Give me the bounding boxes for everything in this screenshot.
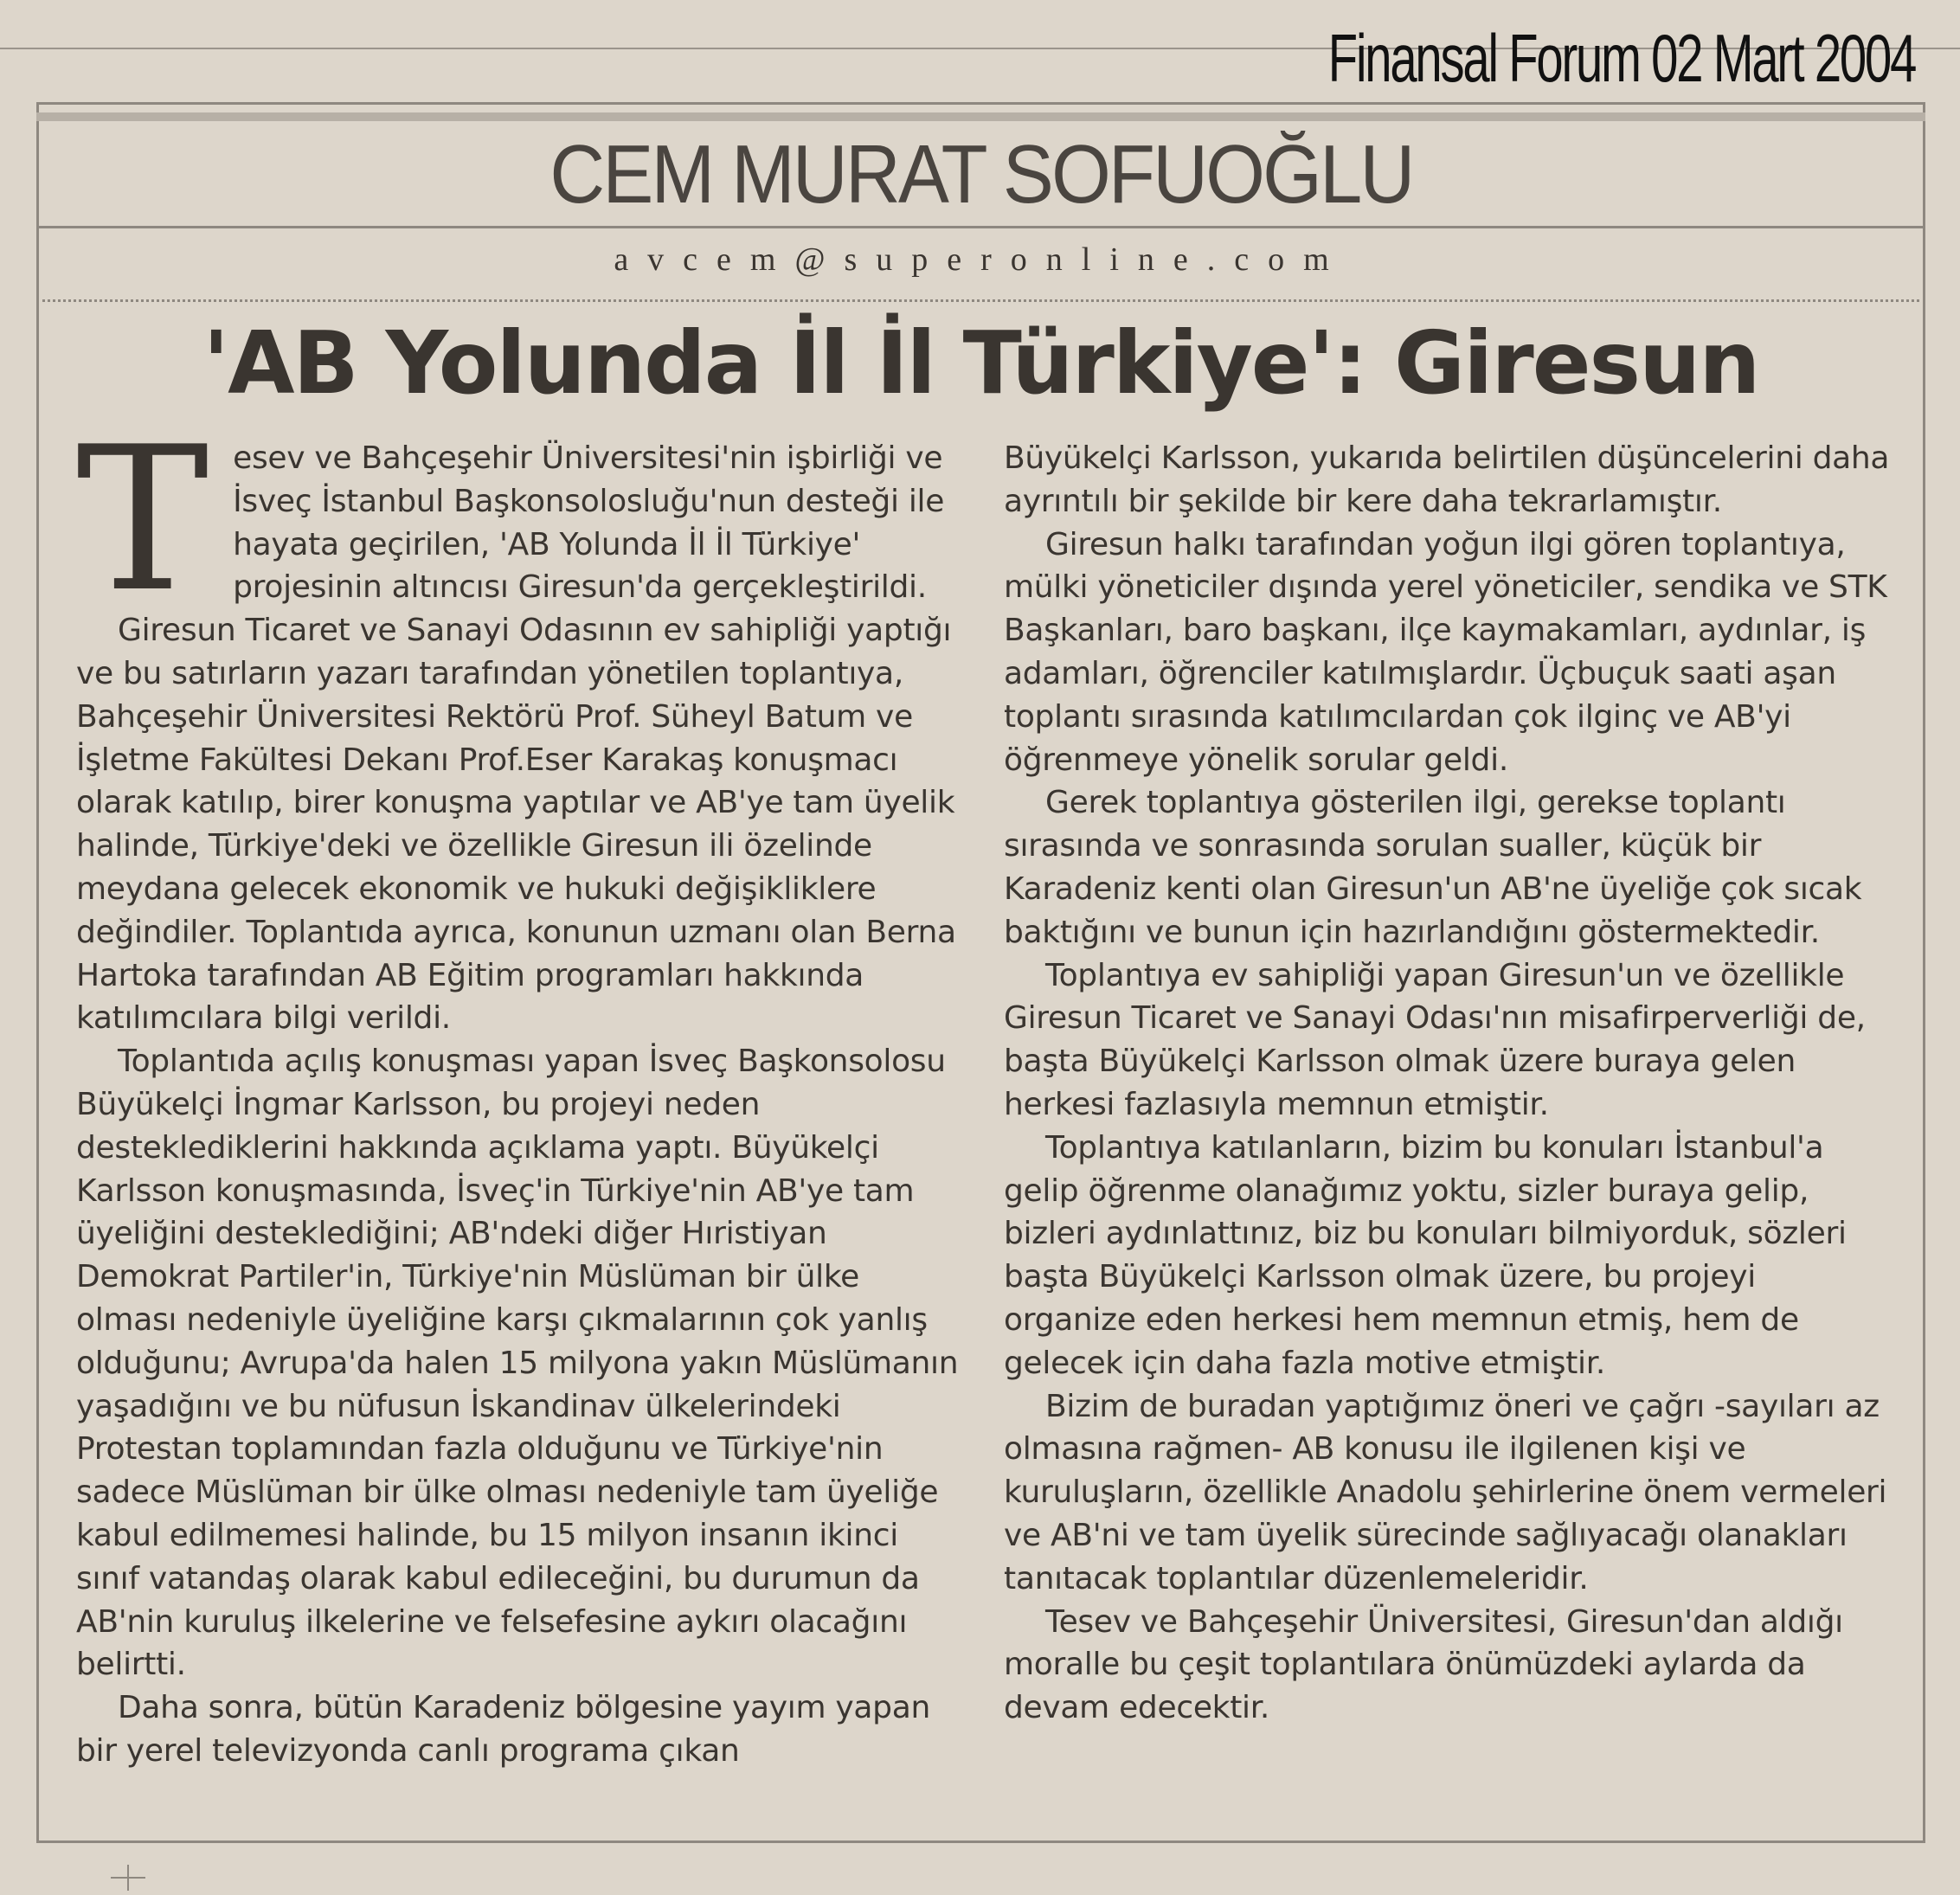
paragraph: Giresun Ticaret ve Sanayi Odasının ev sahipliği yaptığı ve bu satırların yazarı tarafından yönetilen toplantıya, Bahçeşehir Üniversitesi Rektörü Prof. Süheyl Batum ve İşletme Fakültesi Dekanı Prof.Eser Karakaş konuşmacı olarak katılıp, birer konuşma yaptılar ve AB'ye tam üyelik halinde, Türkiye'deki ve özellikle Giresun ili özelinde meydana gelecek ekonomik ve hukuki değişikliklere değindiler. Toplantıda ayrıca, konunun uzmanı olan Berna Hartoka tarafından AB Eğitim programları hakkında katılımcılara bilgi verildi.	[76, 613, 956, 1037]
paragraph-text: esev ve Bahçeşehir Üniversitesi'nin işbirliği ve İsveç İstanbul Başkonsolosluğu'nun desteği ile hayata geçirilen, 'AB Yolunda İl İl Türkiye' projesinin altıncısı Giresun'da gerçekleştirildi.	[233, 440, 945, 606]
source-label: Finansal Forum 02 Mart 2004	[1327, 20, 1915, 96]
author-name: CEM MURAT SOFUOĞLU	[549, 128, 1413, 221]
paragraph: Büyükelçi Karlsson, yukarıda belirtilen düşüncelerini daha ayrıntılı bir şekilde bir kere daha tekrarlamıştır.	[1004, 440, 1890, 519]
drop-cap: T	[76, 405, 209, 636]
paragraph: Toplantıya ev sahipliği yapan Giresun'un ve özellikle Giresun Ticaret ve Sanayi Odası'nın misafirperverliği de, başta Büyükelçi Karlsson olmak üzere buraya gelen herkesi fazlasıyla memnun etmiştir.	[1004, 957, 1866, 1122]
paragraph: Bizim de buradan yaptığımız öneri ve çağrı -sayıları az olmasına rağmen- AB konusu ile ilgilenen kişi ve kuruluşların, özellikle Anadolu şehirlerine önem vermeleri ve AB'ni ve tam üyelik sürecinde sağlıyacağı olanakları tanıtacak toplantılar düzenlemeleridir.	[1004, 1388, 1887, 1596]
headline: 'AB Yolunda İl İl Türkiye': Giresun	[202, 312, 1759, 414]
paragraph: Toplantıda açılış konuşması yapan İsveç Başkonsolosu Büyükelçi İngmar Karlsson, bu projeyi neden desteklediklerini hakkında açıklama yaptı. Büyükelçi Karlsson konuşmasında, İsveç'in Türkiye'nin AB'ye tam üyeliğini desteklediğini; AB'ndeki diğer Hıristiyan Demokrat Partiler'in, Türkiye'nin Müslüman bir ülke olması nedeniyle üyeliğine karşı çıkmalarının çok yanlış olduğunu; Avrupa'da halen 15 milyona yakın Müslümanın yaşadığını ve bu nüfusun İskandinav ülkelerindeki Protestan toplamından fazla olduğunu ve Türkiye'nin sadece Müslüman bir ülke olması nedeniyle tam üyeliğe kabul edilmemesi halinde, bu 15 milyon insanın ikinci sınıf vatandaş olarak kabul edileceğini, bu durumun da AB'nin kuruluş ilkelerine ve felsefesine aykırı olacağını belirtti.	[76, 1044, 959, 1683]
paragraph	[76, 405, 967, 636]
registration-mark-icon	[111, 1865, 145, 1891]
paragraph: Tesev ve Bahçeşehir Üniversitesi, Giresun'dan aldığı moralle bu çeşit toplantılara önümüzdeki aylarda da devam edecektir.	[1004, 1603, 1843, 1726]
frame-top-band	[36, 112, 1925, 121]
paragraph: Gerek toplantıya gösterilen ilgi, gerekse toplantı sırasında ve sonrasında sorulan sualler, küçük bir Karadeniz kenti olan Giresun'un AB'ne üyeliğe çok sıcak baktığını ve bunun için hazırlandığını göstermektedir.	[1004, 785, 1862, 950]
paragraph: Toplantıya katılanların, bizim bu konuları İstanbul'a gelip öğrenme olanağımız yoktu, sizler buraya gelip, bizleri aydınlattınız, biz bu konuları bilmiyorduk, sözleri başta Büyükelçi Karlsson olmak üzere, bu projeyi organize eden herkesi hem memnun etmiş, hem de gelecek için daha fazla motive etmiştir.	[1004, 1129, 1847, 1381]
author-header	[36, 121, 1925, 228]
email-divider	[36, 299, 1925, 302]
paragraph: Giresun halkı tarafından yoğun ilgi gören toplantıya, mülki yöneticiler dışında yerel yöneticiler, sendika ve STK Başkanları, baro başkanı, ilçe kaymakamları, aydınlar, iş adamları, öğrenciler katılmışlardır. Üçbuçuk saati aşan toplantı sırasında katılımcılardan çok ilginç ve AB'yi öğrenmeye yönelik sorular geldi.	[1004, 526, 1887, 778]
column-left	[76, 405, 967, 1773]
column-right	[1004, 437, 1895, 1730]
author-email: avcem@superonline.com	[614, 241, 1348, 278]
paragraph: Daha sonra, bütün Karadeniz bölgesine yayım yapan bir yerel televizyonda canlı programa çıkan	[76, 1690, 930, 1769]
